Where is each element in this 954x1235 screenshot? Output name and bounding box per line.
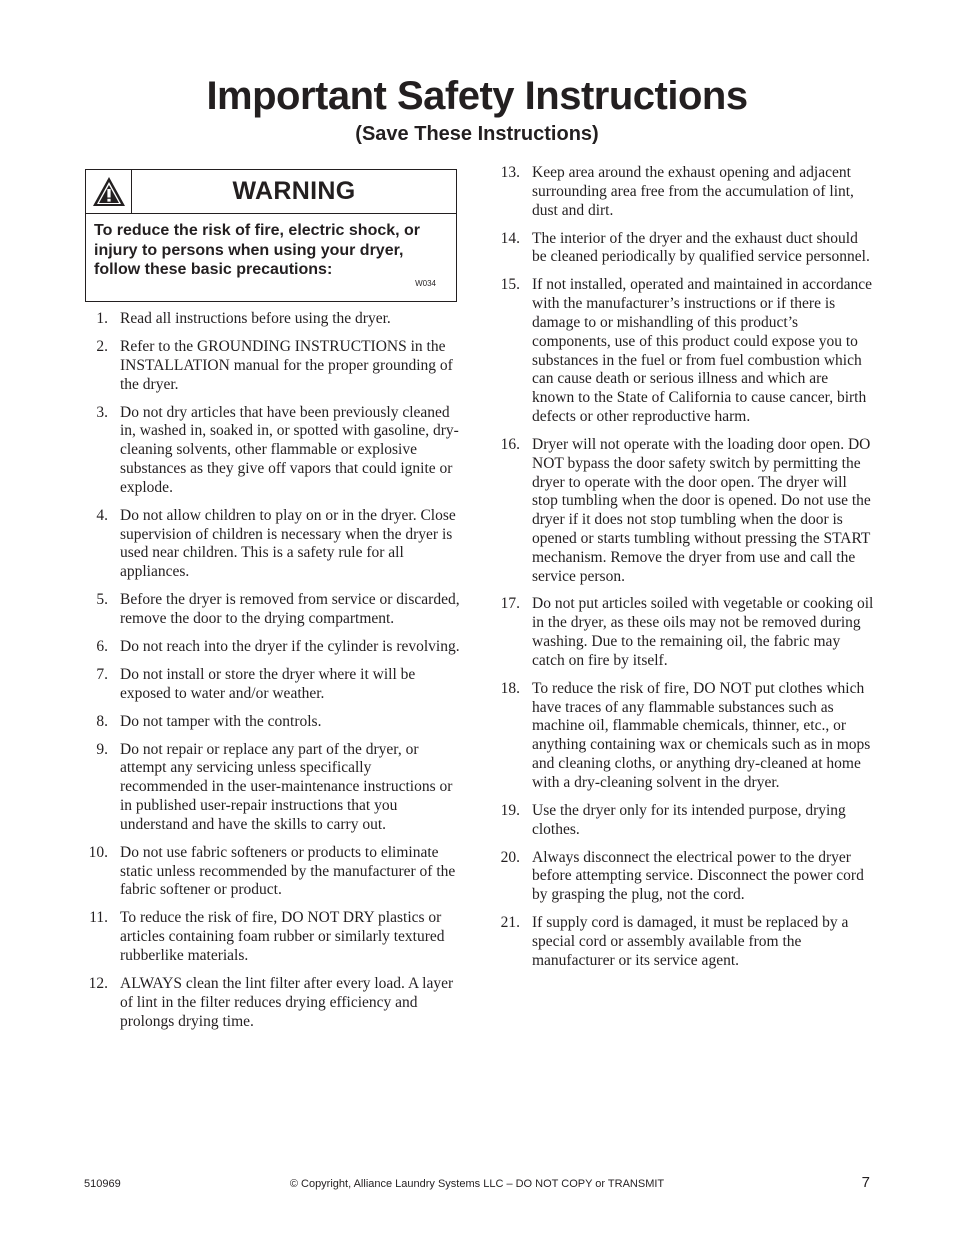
instruction-item [84, 844, 462, 900]
instruction-item [496, 230, 874, 268]
instruction-number: 10. [88, 843, 108, 861]
instruction-item [84, 975, 462, 1031]
instruction-item [84, 507, 462, 582]
instruction-number: 16. [500, 435, 520, 453]
instruction-text: Do not repair or replace any part of the dryer, or attempt any servicing unless specifically recommended in the user-maintenance instructions or in published user-repair instructions that you understand and have the skills to carry out. [120, 740, 453, 833]
instruction-number: 9. [96, 740, 108, 758]
instruction-item [496, 276, 874, 426]
copyright-notice: © Copyright, Alliance Laundry Systems LLC – DO NOT COPY or TRANSMIT [289, 1178, 665, 1190]
instruction-text: Use the dryer only for its intended purpose, drying clothes. [532, 801, 846, 838]
instruction-number: 6. [96, 637, 108, 655]
instruction-item [84, 591, 462, 629]
warning-box [85, 169, 457, 302]
instruction-number: 21. [500, 914, 520, 932]
instruction-number: 11. [89, 909, 108, 927]
instruction-item [84, 666, 462, 704]
instruction-item [496, 914, 874, 970]
warning-header [86, 170, 456, 214]
instruction-item [84, 741, 462, 835]
instruction-text: Before the dryer is removed from service or discarded, remove the door to the drying compartment. [120, 591, 460, 627]
instruction-number: 14. [500, 229, 520, 247]
instruction-text: To reduce the risk of fire, DO NOT put clothes which have traces of any flammable substances such as machine oil, flammable chemicals, thinner, etc., or anything containing wax or chemicals such as in mops and cleaning cloths, or anything dry-cleaned at home with a dry-cleaning solvent in the dryer. [532, 679, 871, 791]
instruction-number: 15. [500, 276, 520, 294]
instruction-text: Keep area around the exhaust opening and adjacent surrounding area free from the accumulation of lint, dust and dirt. [532, 164, 854, 219]
page-number: 7 [861, 1174, 870, 1191]
instruction-text: Do not install or store the dryer where it will be exposed to water and/or weather. [120, 665, 416, 702]
warning-triangle-icon [92, 176, 126, 207]
doc-number: 510969 [84, 1178, 121, 1190]
instruction-item [84, 638, 462, 657]
instruction-item [84, 404, 462, 498]
warning-code: W034 [415, 279, 436, 288]
instruction-text: Do not tamper with the controls. [120, 712, 322, 730]
instruction-text: If supply cord is damaged, it must be replaced by a special cord or assembly available from the manufacturer or its service agent. [532, 914, 849, 969]
instruction-text: ALWAYS clean the lint filter after every load. A layer of lint in the filter reduces drying efficiency and prolongs drying time. [120, 974, 454, 1030]
instruction-number: 1. [96, 310, 108, 327]
instruction-number: 17. [500, 595, 520, 613]
page-title: Important Safety Instructions [206, 74, 748, 118]
instruction-number: 5. [96, 591, 108, 609]
instruction-item [496, 436, 874, 586]
instruction-text: Do not put articles soiled with vegetable or cooking oil in the dryer, as these oils may not be removed during washing. Due to the remaining oil, the fabric may catch on fire by itself. [532, 595, 874, 669]
instruction-item [84, 338, 462, 394]
instruction-number: 2. [96, 337, 108, 355]
instruction-text: Do not reach into the dryer if the cylinder is revolving. [120, 637, 460, 655]
warning-icon-cell [86, 170, 132, 213]
instruction-number: 19. [500, 801, 520, 819]
instruction-number: 8. [96, 712, 108, 730]
instruction-number: 20. [500, 848, 520, 866]
instruction-text: Do not dry articles that have been previously cleaned in, washed in, soaked in, or spotted with gasoline, dry-cleaning solvents, other flammable or explosive substances as they give off vapors that could ignite or explode. [120, 403, 459, 496]
instruction-number: 3. [96, 403, 108, 421]
instruction-item [496, 849, 874, 905]
instruction-text: Dryer will not operate with the loading door open. DO NOT bypass the door safety switch by permitting the dryer to operate with the door open. The dryer will stop tumbling when the door is opened. Do not use the dryer if it does not stop tumbling when the door is opened or starts tumbling without pressing the START mechanism. Remove the dryer from use and call the service person. [532, 435, 871, 585]
instruction-number: 7. [96, 665, 108, 683]
instruction-number: 18. [500, 679, 520, 697]
instruction-item [84, 713, 462, 732]
instruction-item [496, 802, 874, 840]
warning-title: WARNING [232, 177, 356, 205]
instruction-item [496, 595, 874, 670]
instruction-text: Do not allow children to play on or in the dryer. Close supervision of children is necessary when the dryer is used near children. This is a safety rule for all appliances. [120, 506, 456, 581]
page-subtitle: (Save These Instructions) [355, 123, 599, 145]
instruction-text: Read all instructions before using the dryer. [120, 310, 391, 327]
instruction-text: Do not use fabric softeners or products to eliminate static unless recommended by the manufacturer of the fabric softener or product. [120, 843, 456, 899]
instruction-number: 12. [88, 974, 108, 992]
instruction-number: 4. [96, 506, 108, 524]
instruction-text: Always disconnect the electrical power to the dryer before attempting service. Disconnect the power cord by grasping the plug, not the cord. [532, 848, 864, 904]
instruction-text: The interior of the dryer and the exhaust duct should be cleaned periodically by qualified service personnel. [532, 229, 870, 266]
instruction-text: Refer to the GROUNDING INSTRUCTIONS in the INSTALLATION manual for the proper grounding of the dryer. [120, 337, 453, 393]
instructions-list-right [496, 164, 874, 980]
instruction-text: If not installed, operated and maintained in accordance with the manufacturer’s instructions or if there is damage to or mishandling of this product’s components, use of this product could expose you to substances in the fuel or from fuel combustion which can cause death or serious illness and which are known to the State of California to cause cancer, birth defects or other reproductive harm. [532, 276, 872, 425]
warning-text: To reduce the risk of fire, electric shock, or injury to persons when using your dryer, follow these basic precautions: [94, 222, 421, 278]
instructions-list-left [84, 310, 462, 1041]
instruction-item [84, 310, 462, 329]
instruction-item [496, 164, 874, 220]
instruction-item [496, 680, 874, 793]
instruction-number: 13. [500, 164, 520, 181]
instruction-item [84, 909, 462, 965]
instruction-text: To reduce the risk of fire, DO NOT DRY plastics or articles containing foam rubber or similarly textured rubberlike materials. [120, 909, 445, 964]
